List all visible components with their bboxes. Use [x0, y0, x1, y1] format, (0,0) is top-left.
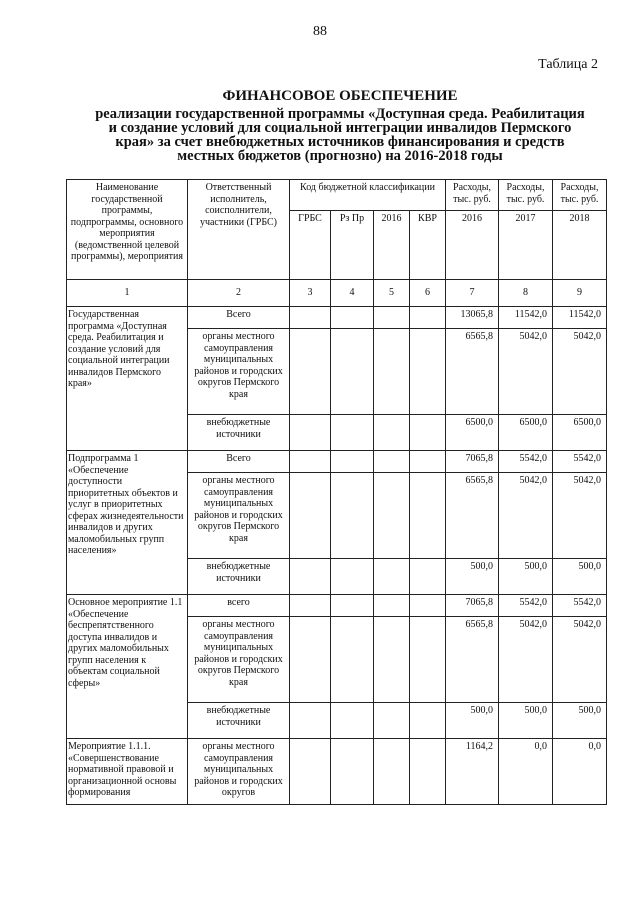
- value-2018: 5542,0: [553, 595, 607, 617]
- table-row: [67, 595, 607, 617]
- value-2016: 6565,8: [446, 329, 499, 415]
- value-2017: 5042,0: [499, 617, 553, 703]
- program-name: Государственная программа «Доступная среда. Реабилитация и создание условий для социальной интеграции инвалидов Пермского края»: [67, 307, 188, 451]
- responsible-cell: внебюджетные источники: [188, 559, 290, 595]
- responsible-cell: органы местного самоуправления муниципальных районов и городских округов Пермского края: [188, 617, 290, 703]
- responsible-cell: Всего: [188, 307, 290, 329]
- subtitle-line: реализации государственной программы «Доступная среда. Реабилитация: [95, 106, 585, 122]
- value-2016: 6565,8: [446, 473, 499, 559]
- header-code-group: Код бюджетной классификации: [290, 180, 446, 211]
- responsible-cell: Всего: [188, 451, 290, 473]
- header-year-2017: 2017: [499, 211, 553, 280]
- table-row: [67, 307, 607, 329]
- document-subtitle: [60, 107, 620, 163]
- value-2016: 13065,8: [446, 307, 499, 329]
- responsible-cell: всего: [188, 595, 290, 617]
- value-2016: 500,0: [446, 559, 499, 595]
- value-2016: 6565,8: [446, 617, 499, 703]
- value-2018: 5542,0: [553, 451, 607, 473]
- value-2016: 7065,8: [446, 451, 499, 473]
- header-csr: 2016: [374, 211, 410, 280]
- column-number-row: [67, 280, 607, 307]
- header-grbs: ГРБС: [290, 211, 331, 280]
- column-number: 3: [290, 280, 331, 307]
- header-rzpr: Рз Пр: [331, 211, 374, 280]
- column-number: 4: [331, 280, 374, 307]
- table-label: Таблица 2: [538, 57, 598, 72]
- column-number: 1: [67, 280, 188, 307]
- value-2017: 500,0: [499, 559, 553, 595]
- column-number: 9: [553, 280, 607, 307]
- responsible-cell: внебюджетные источники: [188, 703, 290, 739]
- main-activity-name: Основное мероприятие 1.1 «Обеспечение беспрепятственного доступа инвалидов и других маломобильных групп населения к объектам социальной сферы»: [67, 595, 188, 739]
- value-2018: 5042,0: [553, 329, 607, 415]
- table-row: [67, 739, 607, 805]
- activity-name: Мероприятие 1.1.1. «Совершенствование нормативной правовой и организационной основы формирования: [67, 739, 188, 805]
- header-expenses-2017-label: Расходы, тыс. руб.: [499, 180, 553, 211]
- value-2018: 11542,0: [553, 307, 607, 329]
- value-2017: 5542,0: [499, 451, 553, 473]
- header-expenses-2018-label: Расходы, тыс. руб.: [553, 180, 607, 211]
- value-2017: 5542,0: [499, 595, 553, 617]
- responsible-cell: органы местного самоуправления муниципальных районов и городских округов Пермского края: [188, 473, 290, 559]
- value-2018: 5042,0: [553, 617, 607, 703]
- document-title: ФИНАНСОВОЕ ОБЕСПЕЧЕНИЕ: [222, 88, 458, 104]
- column-number: 6: [410, 280, 446, 307]
- responsible-cell: органы местного самоуправления муниципальных районов и городских округов: [188, 739, 290, 805]
- value-2016: 6500,0: [446, 415, 499, 451]
- value-2017: 6500,0: [499, 415, 553, 451]
- header-row: [67, 180, 607, 211]
- value-2017: 5042,0: [499, 329, 553, 415]
- page-number: 88: [313, 24, 327, 39]
- value-2016: 1164,2: [446, 739, 499, 805]
- value-2017: 0,0: [499, 739, 553, 805]
- responsible-cell: органы местного самоуправления муниципальных районов и городских округов Пермского края: [188, 329, 290, 415]
- value-2018: 5042,0: [553, 473, 607, 559]
- column-number: 2: [188, 280, 290, 307]
- budget-table: [66, 179, 607, 805]
- value-2017: 11542,0: [499, 307, 553, 329]
- column-number: 7: [446, 280, 499, 307]
- header-responsible: Ответственный исполнитель, соисполнители, участники (ГРБС): [188, 180, 290, 280]
- value-2016: 500,0: [446, 703, 499, 739]
- table-row: [67, 451, 607, 473]
- subtitle-line: края» за счет внебюджетных источников финансирования и средств: [115, 134, 565, 150]
- value-2018: 6500,0: [553, 415, 607, 451]
- column-number: 5: [374, 280, 410, 307]
- column-number: 8: [499, 280, 553, 307]
- subtitle-line: местных бюджетов (прогнозно) на 2016-2018 годы: [177, 148, 503, 164]
- header-kvr: КВР: [410, 211, 446, 280]
- value-2018: 500,0: [553, 703, 607, 739]
- header-name: Наименование государственной программы, подпрограммы, основного мероприятия (ведомственной целевой программы), мероприятия: [67, 180, 188, 280]
- value-2017: 500,0: [499, 703, 553, 739]
- value-2018: 0,0: [553, 739, 607, 805]
- subtitle-line: и создание условий для социальной интеграции инвалидов Пермского: [108, 120, 572, 136]
- value-2016: 7065,8: [446, 595, 499, 617]
- header-year-2018: 2018: [553, 211, 607, 280]
- header-expenses-2016-label: Расходы, тыс. руб.: [446, 180, 499, 211]
- subprogram-name: Подпрограмма 1 «Обеспечение доступности приоритетных объектов и услуг в приоритетных сферах жизнедеятельности инвалидов и других маломобильных групп населения»: [67, 451, 188, 595]
- value-2017: 5042,0: [499, 473, 553, 559]
- value-2018: 500,0: [553, 559, 607, 595]
- responsible-cell: внебюджетные источники: [188, 415, 290, 451]
- header-year-2016: 2016: [446, 211, 499, 280]
